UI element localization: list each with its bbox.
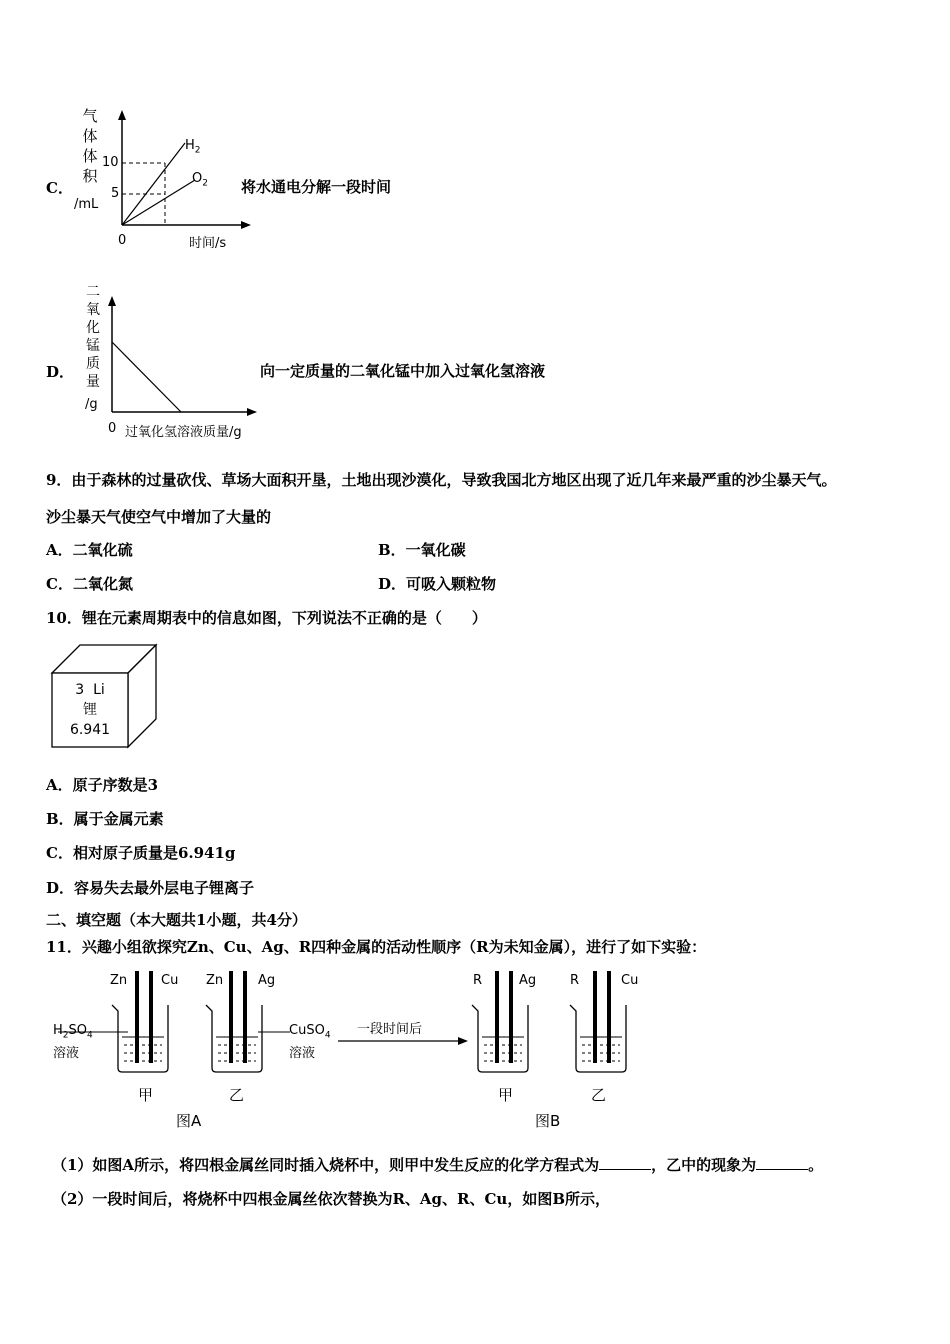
h2so4-formula: $H_2SO_4$ xyxy=(53,1023,93,1041)
section2-heading: 二、填空题（本大题共1小题，共4分） xyxy=(46,911,307,929)
beaker-b-yi-right-label: Cu xyxy=(621,973,639,988)
y-label-char: 量 xyxy=(86,374,100,390)
x-axis-arrow xyxy=(241,221,251,229)
fig-a-caption: 图A xyxy=(176,1112,202,1130)
q9-option-d: D．可吸入颗粒物 xyxy=(378,575,497,593)
q11-sub1-part-b: ，乙中的现象为 xyxy=(651,1156,757,1174)
option-d-graph xyxy=(105,293,265,418)
q10-stem: 10．锂在元素周期表中的信息如图，下列说法不正确的是（ ） xyxy=(46,609,487,627)
time-arrow-text: 一段时间后 xyxy=(357,1022,423,1037)
beaker-a-jia-right-label: Cu xyxy=(161,973,179,988)
cuso4-solution-label xyxy=(289,1022,331,1063)
beaker-b-jia-right-label: Ag xyxy=(519,973,537,988)
time-arrow-head xyxy=(458,1037,468,1045)
fig-a-label-yi: 乙 xyxy=(229,1086,245,1104)
q9-option-b: B．一氧化碳 xyxy=(378,541,466,559)
x-axis-label: 时间/s xyxy=(189,236,227,251)
fig-b-label-jia: 甲 xyxy=(498,1086,514,1104)
y-label-char: 氧 xyxy=(86,302,100,318)
option-c-graph xyxy=(95,108,255,238)
fig-b-label-yi: 乙 xyxy=(591,1086,607,1104)
metal-wire-zn xyxy=(229,971,233,1063)
metal-wire-cu xyxy=(149,971,153,1063)
metal-wire-r xyxy=(495,971,499,1063)
cuso4-word: 溶液 xyxy=(289,1045,316,1061)
q10-option-b: B．属于金属元素 xyxy=(46,810,164,828)
q11-sub1-part-a: （1）如图A所示，将四根金属丝同时插入烧杯中，则甲中发生反应的化学方程式为 xyxy=(52,1156,600,1174)
h2-label: $H_2$ xyxy=(185,138,201,156)
q9-stem-line2: 沙尘暴天气使空气中增加了大量的 xyxy=(46,508,272,526)
h2so4-solution-label xyxy=(53,1022,93,1063)
q9-stem-line1: 9．由于森林的过量砍伐、草场大面积开垦，土地出现沙漠化，导致我国北方地区出现了近几年来最严重的沙尘暴天气。 xyxy=(46,471,837,489)
option-c-letter: C． xyxy=(46,179,73,197)
beaker-b-yi-left-label: R xyxy=(570,973,580,988)
q9-option-c: C．二氧化氮 xyxy=(46,575,133,593)
y-label-char: 积 xyxy=(82,167,98,185)
metal-wire-cu xyxy=(607,971,611,1063)
origin-label: 0 xyxy=(118,233,127,248)
beaker-a-jia-left-label: Zn xyxy=(110,973,128,988)
tick-10: 10 xyxy=(102,155,119,170)
y-label-char: 二 xyxy=(86,284,100,300)
q11-sub2: （2）一段时间后，将烧杯中四根金属丝依次替换为R、Ag、R、Cu，如图B所示， xyxy=(52,1190,611,1208)
q9-option-a: A．二氧化硫 xyxy=(46,541,133,559)
cell-element-name: 锂 xyxy=(83,702,97,718)
option-d-letter: D． xyxy=(46,363,75,381)
metal-wire-ag xyxy=(243,971,247,1063)
cuso4-formula: CuSO$_4$ xyxy=(289,1023,331,1041)
x-axis-arrow xyxy=(247,408,257,416)
answer-blank-phenomenon[interactable] xyxy=(756,1155,808,1170)
y-label-char: 质 xyxy=(86,356,100,372)
o2-label: $O_2$ xyxy=(192,171,208,189)
tick-5: 5 xyxy=(111,186,120,201)
option-d-caption: 向一定质量的二氧化锰中加入过氧化氢溶液 xyxy=(260,362,546,380)
h2so4-word: 溶液 xyxy=(53,1045,80,1061)
beaker-b-jia-left-label: R xyxy=(473,973,483,988)
metal-wire-r xyxy=(593,971,597,1063)
x-axis-label: 过氧化氢溶液质量/g xyxy=(125,425,242,440)
q11-sub1-part-c: 。 xyxy=(808,1156,824,1174)
option-d-y-label xyxy=(83,283,103,391)
q10-option-a: A．原子序数是3 xyxy=(46,776,159,794)
h2-line xyxy=(122,143,185,225)
metal-wire-zn xyxy=(135,971,139,1063)
cell-number-symbol: 3 Li xyxy=(75,682,105,698)
answer-blank-equation[interactable] xyxy=(599,1155,651,1170)
q10-option-d: D．容易失去最外层电子锂离子 xyxy=(46,879,255,897)
metal-wire-ag xyxy=(509,971,513,1063)
fig-a-label-jia: 甲 xyxy=(138,1086,154,1104)
beaker-a-yi-right-label: Ag xyxy=(258,973,276,988)
q11-stem: 11．兴趣小组欲探究Zn、Cu、Ag、R四种金属的活动性顺序（R为未知金属），进行了如下实验： xyxy=(46,938,707,956)
y-label-char: 化 xyxy=(86,320,100,336)
beaker-a-yi-left-label: Zn xyxy=(206,973,224,988)
y-axis-arrow xyxy=(118,110,126,120)
y-label-char: 气 xyxy=(82,107,98,125)
option-c-y-unit: /mL xyxy=(74,197,99,212)
option-d-y-unit: /g xyxy=(85,397,98,412)
y-label-char: 体 xyxy=(82,147,98,165)
y-label-char: 体 xyxy=(82,127,98,145)
cell-content xyxy=(52,680,128,740)
y-axis-arrow xyxy=(108,296,116,306)
origin-label: 0 xyxy=(108,421,117,436)
o2-line xyxy=(122,180,195,225)
q11-experiment-figure xyxy=(40,965,660,1085)
q11-sub1 xyxy=(52,1155,823,1175)
y-label-char: 锰 xyxy=(86,338,100,354)
mno2-line xyxy=(112,342,181,412)
q10-option-c: C．相对原子质量是6.941g xyxy=(46,844,236,862)
cell-atomic-mass: 6.941 xyxy=(69,722,111,738)
option-c-caption: 将水通电分解一段时间 xyxy=(241,178,392,196)
fig-b-caption: 图B xyxy=(535,1112,561,1130)
